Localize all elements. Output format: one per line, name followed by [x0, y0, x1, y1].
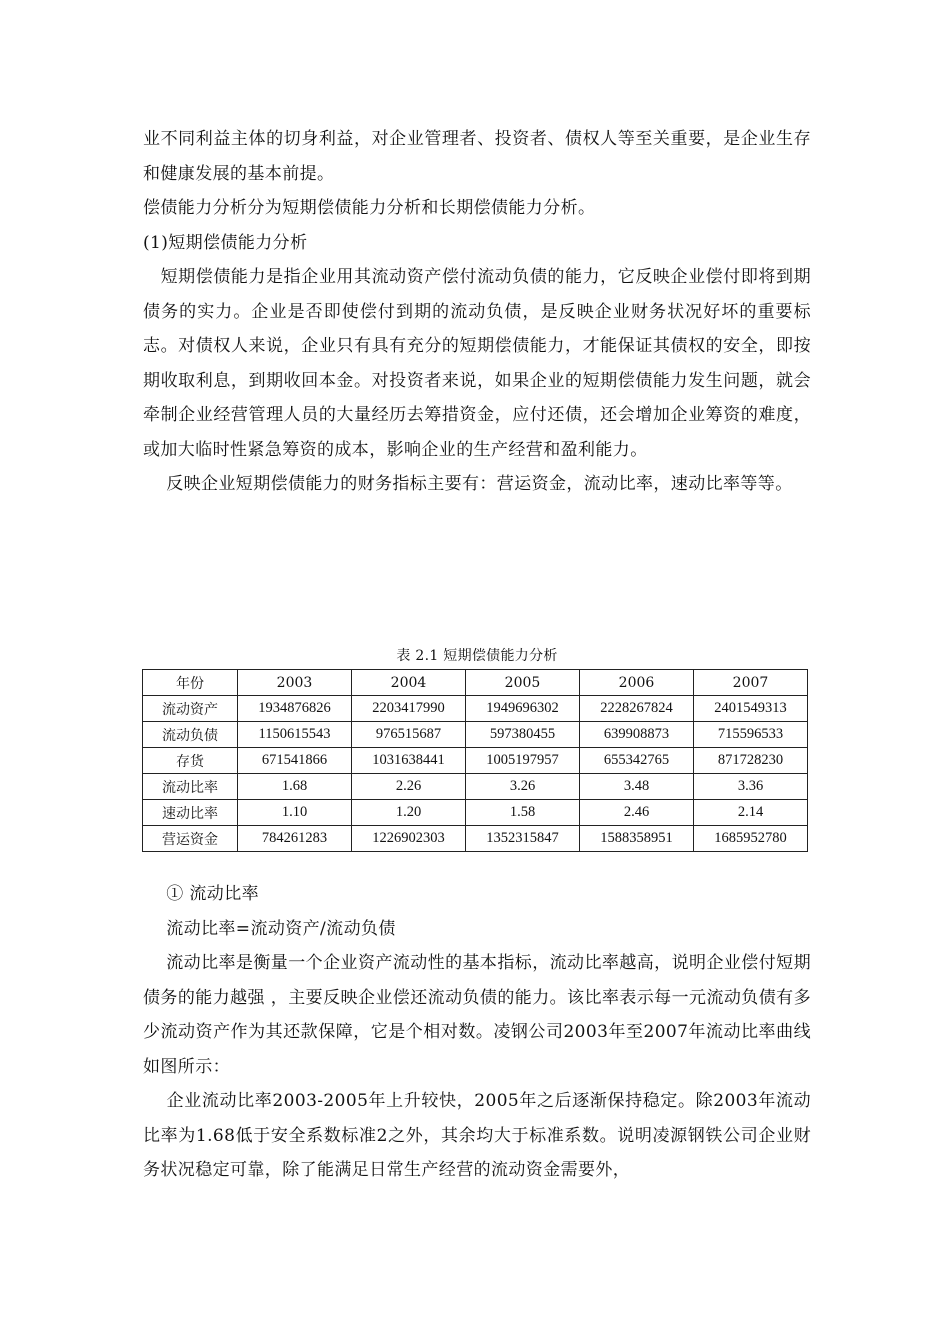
paragraph: 流动比率是衡量一个企业资产流动性的基本指标，流动比率越高，说明企业偿付短期债务的能力越强 ，主要反映企业偿还流动负债的能力。该比率表示每一元流动负债有多少流动资产作为其还款保障，它是个相对数。凌钢公司2003年至2007年流动比率曲线如图所示：: [143, 953, 811, 1077]
table-header-row: [143, 670, 808, 696]
table-row: [143, 800, 808, 826]
table-cell: 1150615543: [238, 722, 352, 748]
row-label-cell: 流动比率: [143, 774, 238, 800]
table-cell: 1588358951: [580, 826, 694, 852]
table-cell: 784261283: [238, 826, 352, 852]
row-label-cell: 流动负债: [143, 722, 238, 748]
table-cell: 597380455: [466, 722, 580, 748]
table-row: [143, 826, 808, 852]
table-cell: 1352315847: [466, 826, 580, 852]
table-header-cell: 2003: [238, 670, 352, 696]
paragraph: 短期偿债能力是指企业用其流动资产偿付流动负债的能力，它反映企业偿付即将到期债务的实力。企业是否即使偿付到期的流动负债，是反映企业财务状况好坏的重要标志。对债权人来说，企业只有具有充分的短期偿债能力，才能保证其债权的安全，即按期收取利息，到期收回本金。对投资者来说，如果企业的短期偿债能力发生问题，就会牵制企业经营管理人员的大量经历去筹措资金，应付还债，还会增加企业筹资的难度，或加大临时性紧急筹资的成本，影响企业的生产经营和盈利能力。: [143, 267, 811, 460]
table-cell: 715596533: [694, 722, 808, 748]
table-cell: 2.14: [694, 800, 808, 826]
table-cell: 1226902303: [352, 826, 466, 852]
paragraph: 企业流动比率2003-2005年上升较快，2005年之后逐渐保持稳定。除2003年流动比率为1.68低于安全系数标准2之外，其余均大于标准系数。说明凌源钢铁公司企业财务状况稳定可靠，除了能满足日常生产经营的流动资金需要外，: [143, 1091, 811, 1180]
solvency-table: [142, 669, 808, 852]
table-header-cell: 年份: [143, 670, 238, 696]
table-caption: 表 2.1 短期偿债能力分析: [396, 648, 558, 664]
table-row: [143, 748, 808, 774]
table-cell: 1031638441: [352, 748, 466, 774]
table-cell: 3.48: [580, 774, 694, 800]
formula-line: 流动比率=流动资产/流动负债: [143, 918, 396, 939]
table-cell: 1.10: [238, 800, 352, 826]
text-block-top: [143, 122, 811, 502]
table-header-cell: 2007: [694, 670, 808, 696]
table-cell: 639908873: [580, 722, 694, 748]
table-header-cell: 2004: [352, 670, 466, 696]
table-cell: 1.20: [352, 800, 466, 826]
row-label-cell: 速动比率: [143, 800, 238, 826]
paragraph: 业不同利益主体的切身利益，对企业管理者、投资者、债权人等至关重要，是企业生存和健康发展的基本前提。: [143, 129, 811, 184]
table-cell: 2.26: [352, 774, 466, 800]
table-cell: 1.68: [238, 774, 352, 800]
table-cell: 2228267824: [580, 696, 694, 722]
table-row: [143, 696, 808, 722]
text-block-bottom: [143, 877, 811, 1188]
table-cell: 655342765: [580, 748, 694, 774]
table-cell: 1685952780: [694, 826, 808, 852]
table-cell: 2203417990: [352, 696, 466, 722]
paragraph: 偿债能力分析分为短期偿债能力分析和长期偿债能力分析。: [143, 198, 596, 218]
table-cell: 1.58: [466, 800, 580, 826]
table-row: [143, 722, 808, 748]
table-header-cell: 2006: [580, 670, 694, 696]
table-cell: 2401549313: [694, 696, 808, 722]
section-heading: (1)短期偿债能力分析: [143, 232, 308, 253]
table-cell: 1005197957: [466, 748, 580, 774]
row-label-cell: 流动资产: [143, 696, 238, 722]
table-cell: 3.26: [466, 774, 580, 800]
table-header-cell: 2005: [466, 670, 580, 696]
row-label-cell: 存货: [143, 748, 238, 774]
table-cell: 3.36: [694, 774, 808, 800]
table-cell: 671541866: [238, 748, 352, 774]
paragraph: 反映企业短期偿债能力的财务指标主要有：营运资金，流动比率，速动比率等等。: [143, 474, 793, 494]
table-row: [143, 774, 808, 800]
table-cell: 1934876826: [238, 696, 352, 722]
table-cell: 976515687: [352, 722, 466, 748]
subsection-heading: ① 流动比率: [143, 884, 260, 904]
row-label-cell: 营运资金: [143, 826, 238, 852]
table-cell: 871728230: [694, 748, 808, 774]
table-cell: 1949696302: [466, 696, 580, 722]
table-cell: 2.46: [580, 800, 694, 826]
